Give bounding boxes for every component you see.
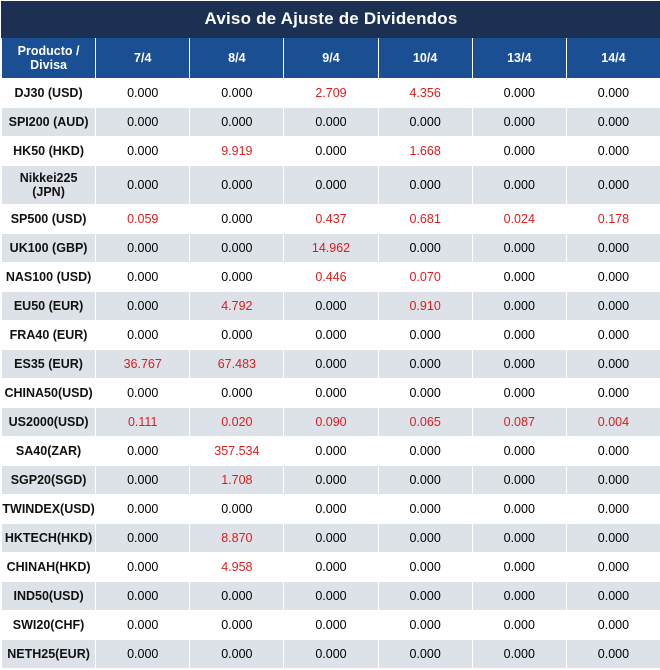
table-row: [2, 582, 660, 611]
product-cell: NAS100 (USD): [2, 263, 96, 292]
value-cell: 1.708: [190, 466, 284, 495]
value-cell: 0.000: [284, 466, 378, 495]
value-cell: 0.000: [96, 524, 190, 553]
table-row: [2, 321, 660, 350]
value-cell: 0.000: [378, 437, 472, 466]
product-cell: ES35 (EUR): [2, 350, 96, 379]
value-cell: 0.000: [472, 553, 566, 582]
column-header-product: Producto / Divisa: [2, 38, 96, 79]
value-cell: 0.000: [96, 553, 190, 582]
table-row: [2, 263, 660, 292]
value-cell: 0.065: [378, 408, 472, 437]
product-cell: SWI20(CHF): [2, 611, 96, 640]
table-row: [2, 79, 660, 108]
value-cell: 0.000: [96, 166, 190, 205]
value-cell: 0.000: [378, 640, 472, 669]
value-cell: 0.178: [566, 205, 660, 234]
table-row: [2, 166, 660, 205]
value-cell: 0.000: [96, 466, 190, 495]
value-cell: 0.000: [284, 137, 378, 166]
value-cell: 0.000: [472, 79, 566, 108]
product-cell: TWINDEX(USD): [2, 495, 96, 524]
product-cell: Nikkei225 (JPN): [2, 166, 96, 205]
product-cell: NETH25(EUR): [2, 640, 96, 669]
column-header-date-5: 13/4: [472, 38, 566, 79]
value-cell: 0.000: [96, 640, 190, 669]
value-cell: 0.000: [284, 108, 378, 137]
value-cell: 0.000: [96, 234, 190, 263]
column-header-date-3: 9/4: [284, 38, 378, 79]
value-cell: 0.000: [566, 582, 660, 611]
value-cell: 0.000: [566, 524, 660, 553]
value-cell: 0.000: [96, 292, 190, 321]
product-cell: CHINA50(USD): [2, 379, 96, 408]
table-row: [2, 437, 660, 466]
table-row: [2, 524, 660, 553]
value-cell: 0.000: [566, 137, 660, 166]
value-cell: 0.000: [566, 350, 660, 379]
value-cell: 0.000: [284, 524, 378, 553]
dividend-table: [1, 1, 660, 669]
table-row: [2, 611, 660, 640]
value-cell: 0.000: [284, 292, 378, 321]
value-cell: 0.000: [284, 582, 378, 611]
value-cell: 0.024: [472, 205, 566, 234]
table-row: [2, 350, 660, 379]
column-header-date-6: 14/4: [566, 38, 660, 79]
value-cell: 0.000: [378, 524, 472, 553]
value-cell: 0.000: [96, 611, 190, 640]
value-cell: 0.000: [190, 263, 284, 292]
value-cell: 9.919: [190, 137, 284, 166]
product-cell: SGP20(SGD): [2, 466, 96, 495]
value-cell: 0.000: [96, 437, 190, 466]
value-cell: 0.000: [566, 553, 660, 582]
value-cell: 0.000: [284, 166, 378, 205]
value-cell: 0.000: [472, 108, 566, 137]
value-cell: 0.004: [566, 408, 660, 437]
product-cell: UK100 (GBP): [2, 234, 96, 263]
value-cell: 4.958: [190, 553, 284, 582]
product-cell: FRA40 (EUR): [2, 321, 96, 350]
value-cell: 0.000: [284, 437, 378, 466]
value-cell: 0.000: [190, 166, 284, 205]
table-row: [2, 379, 660, 408]
value-cell: 0.000: [190, 108, 284, 137]
value-cell: 0.000: [566, 79, 660, 108]
table-row: [2, 108, 660, 137]
product-cell: IND50(USD): [2, 582, 96, 611]
value-cell: 0.000: [472, 611, 566, 640]
table-row: [2, 234, 660, 263]
table-row: [2, 408, 660, 437]
table-row: [2, 137, 660, 166]
column-header-date-1: 7/4: [96, 38, 190, 79]
value-cell: 0.000: [96, 582, 190, 611]
value-cell: 8.870: [190, 524, 284, 553]
table-row: [2, 205, 660, 234]
value-cell: 0.000: [472, 524, 566, 553]
value-cell: 0.000: [472, 582, 566, 611]
value-cell: 0.000: [566, 437, 660, 466]
value-cell: 0.000: [190, 321, 284, 350]
value-cell: 0.000: [566, 263, 660, 292]
value-cell: 0.910: [378, 292, 472, 321]
value-cell: 0.000: [190, 205, 284, 234]
value-cell: 0.000: [472, 379, 566, 408]
product-cell: DJ30 (USD): [2, 79, 96, 108]
table-row: [2, 553, 660, 582]
value-cell: 2.709: [284, 79, 378, 108]
table-row: [2, 640, 660, 669]
value-cell: 0.000: [96, 137, 190, 166]
column-header-date-2: 8/4: [190, 38, 284, 79]
table-body: [2, 79, 660, 669]
value-cell: 0.000: [190, 611, 284, 640]
product-cell: CHINAH(HKD): [2, 553, 96, 582]
value-cell: 0.000: [378, 350, 472, 379]
value-cell: 0.000: [96, 495, 190, 524]
value-cell: 0.000: [472, 321, 566, 350]
value-cell: 67.483: [190, 350, 284, 379]
value-cell: 0.000: [472, 263, 566, 292]
value-cell: 0.000: [566, 292, 660, 321]
column-header-date-4: 10/4: [378, 38, 472, 79]
value-cell: 0.000: [566, 495, 660, 524]
product-cell: SA40(ZAR): [2, 437, 96, 466]
value-cell: 0.000: [284, 553, 378, 582]
value-cell: 0.000: [472, 437, 566, 466]
value-cell: 0.000: [190, 495, 284, 524]
value-cell: 0.000: [566, 640, 660, 669]
value-cell: 0.000: [378, 379, 472, 408]
value-cell: 0.000: [96, 321, 190, 350]
value-cell: 0.000: [566, 166, 660, 205]
value-cell: 0.000: [284, 321, 378, 350]
value-cell: 0.000: [566, 379, 660, 408]
value-cell: 0.000: [284, 640, 378, 669]
value-cell: 0.000: [378, 108, 472, 137]
value-cell: 0.000: [472, 137, 566, 166]
value-cell: 0.111: [96, 408, 190, 437]
value-cell: 0.000: [96, 79, 190, 108]
value-cell: 0.000: [284, 379, 378, 408]
table-row: [2, 466, 660, 495]
product-cell: HK50 (HKD): [2, 137, 96, 166]
value-cell: 0.000: [566, 611, 660, 640]
value-cell: 0.000: [566, 466, 660, 495]
value-cell: 0.059: [96, 205, 190, 234]
value-cell: 0.000: [378, 495, 472, 524]
value-cell: 0.000: [378, 234, 472, 263]
value-cell: 0.000: [378, 553, 472, 582]
value-cell: 0.087: [472, 408, 566, 437]
value-cell: 0.000: [284, 495, 378, 524]
value-cell: 0.000: [96, 263, 190, 292]
value-cell: 0.000: [190, 79, 284, 108]
value-cell: 0.000: [472, 166, 566, 205]
value-cell: 0.020: [190, 408, 284, 437]
table-row: [2, 292, 660, 321]
table-row: [2, 495, 660, 524]
value-cell: 0.000: [378, 321, 472, 350]
value-cell: 0.000: [472, 640, 566, 669]
product-cell: SP500 (USD): [2, 205, 96, 234]
value-cell: 0.681: [378, 205, 472, 234]
value-cell: 14.962: [284, 234, 378, 263]
value-cell: 0.446: [284, 263, 378, 292]
value-cell: 0.000: [566, 234, 660, 263]
value-cell: 0.000: [472, 495, 566, 524]
value-cell: 0.000: [378, 466, 472, 495]
value-cell: 4.792: [190, 292, 284, 321]
value-cell: 4.356: [378, 79, 472, 108]
value-cell: 0.000: [96, 379, 190, 408]
value-cell: 0.000: [284, 611, 378, 640]
value-cell: 0.000: [566, 108, 660, 137]
product-cell: US2000(USD): [2, 408, 96, 437]
value-cell: 0.437: [284, 205, 378, 234]
value-cell: 1.668: [378, 137, 472, 166]
product-cell: HKTECH(HKD): [2, 524, 96, 553]
value-cell: 0.070: [378, 263, 472, 292]
value-cell: 0.000: [190, 640, 284, 669]
value-cell: 0.000: [190, 379, 284, 408]
value-cell: 0.000: [472, 292, 566, 321]
value-cell: 0.000: [378, 611, 472, 640]
value-cell: 0.000: [284, 350, 378, 379]
value-cell: 357.534: [190, 437, 284, 466]
page-title: Aviso de Ajuste de Dividendos: [2, 2, 660, 38]
product-cell: SPI200 (AUD): [2, 108, 96, 137]
table-header: [2, 2, 660, 79]
value-cell: 0.000: [378, 166, 472, 205]
value-cell: 0.000: [190, 234, 284, 263]
value-cell: 0.000: [96, 108, 190, 137]
column-header-row: [2, 38, 660, 79]
value-cell: 0.000: [472, 234, 566, 263]
value-cell: 0.000: [378, 582, 472, 611]
value-cell: 0.000: [472, 466, 566, 495]
title-row: [2, 2, 660, 38]
value-cell: 0.090: [284, 408, 378, 437]
value-cell: 0.000: [566, 321, 660, 350]
value-cell: 0.000: [472, 350, 566, 379]
value-cell: 36.767: [96, 350, 190, 379]
value-cell: 0.000: [190, 582, 284, 611]
product-cell: EU50 (EUR): [2, 292, 96, 321]
